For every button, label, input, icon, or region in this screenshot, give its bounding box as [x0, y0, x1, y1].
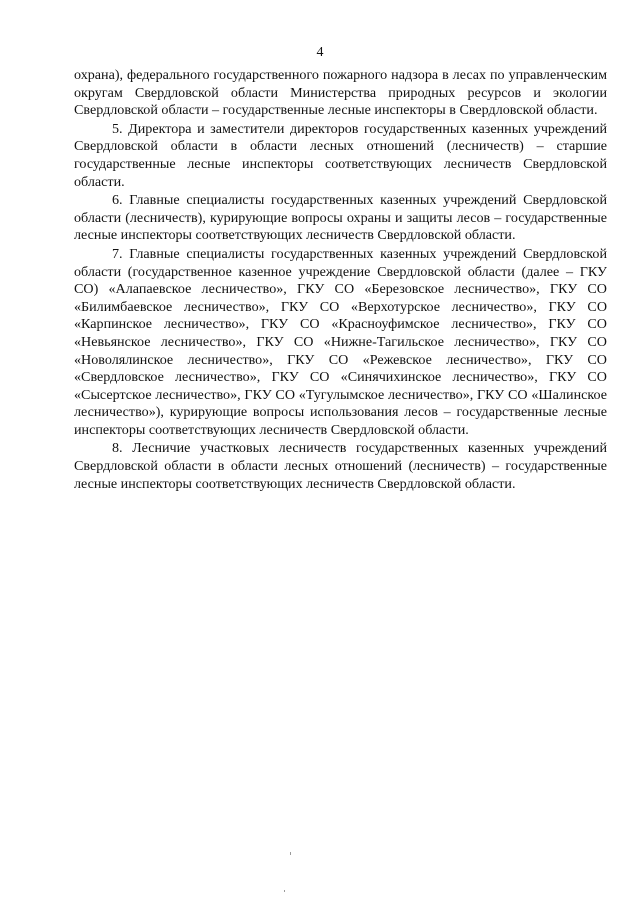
scan-artifact [284, 890, 285, 892]
paragraph-item-7: 7. Главные специалисты государственных казенных учреждений Свердловской области (государственное казенное учреждение Свердловской области (далее – ГКУ СО) «Алапаевское лесничество», ГКУ СО «Березовское лесничество», ГКУ СО «Билимбаевское лесничество», ГКУ СО «Верхотурское лесничество», ГКУ СО «Карпинское лесничество», ГКУ СО «Красноуфимское лесничество», ГКУ СО «Невьянское лесничество», ГКУ СО «Нижне-Тагильское лесничество», ГКУ СО «Новолялинское лесничество», ГКУ СО «Режевское лесничество», ГКУ СО «Свердловское лесничество», ГКУ СО «Синячихинское лесничество», ГКУ СО «Сысертское лесничество», ГКУ СО «Тугулымское лесничество», ГКУ СО «Шалинское лесничество»), курирующие вопросы использования лесов – государственные лесные инспекторы соответствующих лесничеств Свердловской области. [74, 245, 607, 438]
paragraph-continuation: охрана), федерального государственного пожарного надзора в лесах по управленческим округам Свердловской области Министерства природных ресурсов и экологии Свердловской области – государственные лесные инспекторы в Свердловской области. [74, 67, 607, 119]
page-number: 4 [316, 45, 324, 60]
paragraph-item-6: 6. Главные специалисты государственных казенных учреждений Свердловской области (лесничеств), курирующие вопросы охраны и защиты лесов – государственные лесные инспекторы соответствующих лесничеств Свердловской области. [74, 192, 607, 244]
paragraph-item-8: 8. Лесничие участковых лесничеств государственных казенных учреждений Свердловской области в области лесных отношений (лесничеств) – государственные лесные инспекторы соответствующих лесничеств Свердловской области. [74, 440, 607, 492]
paragraph-item-5: 5. Директора и заместители директоров государственных казенных учреждений Свердловской области в области лесных отношений (лесничеств) – старшие государственные лесные инспекторы соответствующих лесничеств Свердловской области. [74, 120, 607, 190]
document-body [74, 67, 607, 493]
scan-artifact [290, 852, 291, 855]
